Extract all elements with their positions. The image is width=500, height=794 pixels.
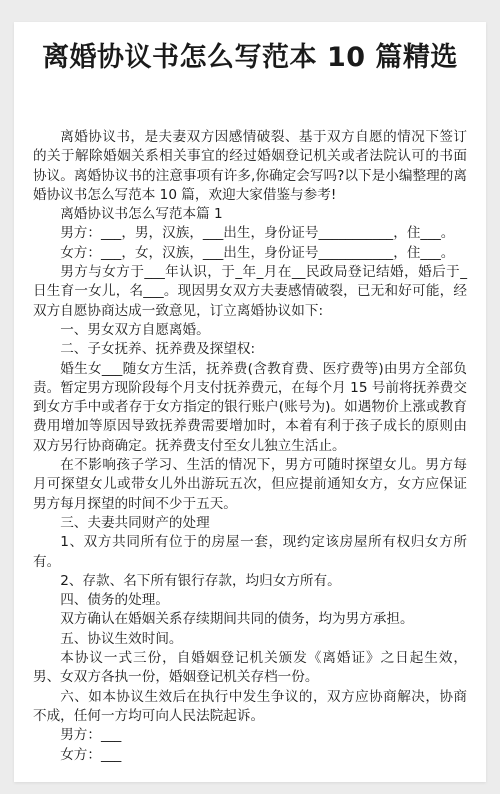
clause-2-heading: 二、子女抚养、抚养费及探望权:	[60, 341, 256, 358]
document-title: 离婚协议书怎么写范本 10 篇精选	[42, 42, 458, 73]
clause-3-heading: 三、夫妻共同财产的处理	[60, 514, 210, 531]
female-signature-line: 女方：___	[60, 746, 122, 763]
dispute-paragraph: 六、如本协议生效后在执行中发生争议的，双方应协商解决，协商不成，任何一方均可向人民法院起诉。	[33, 688, 467, 724]
child-support-paragraph: 婚生女___随女方生活，抚养费(含教育费、医疗费等)由男方全部负责。暂定男方现阶段每个月支付抚养费元，在每个月 15 号前将抚养费交到女方手中或者存于女方指定的银行账户(账号为)。如遇物价上涨或教育费用增加等原因导致抚养费需要增加时，本着有利于孩子成长的原则由双方另行协商确定。抚养费支付至女儿独立生活止。	[33, 360, 467, 454]
intro-paragraph: 离婚协议书，是夫妻双方因感情破裂、基于双方自愿的情况下签订的关于解除婚姻关系相关事宜的经过婚姻登记机关或者法院认可的书面协议。离婚协议书的注意事项有许多,你确定会写吗?以下是小编整理的离婚协议书怎么写范本 10 篇，欢迎大家借鉴与参考!	[33, 129, 467, 203]
clause-1-heading: 一、男女双方自愿离婚。	[60, 321, 210, 338]
document-body	[33, 128, 467, 765]
visitation-paragraph: 在不影响孩子学习、生活的情况下，男方可随时探望女儿。男方每月可探望女儿或带女儿外出游玩五次，但应提前通知女方，女方应保证男方每月探望的时间不少于五天。	[33, 457, 467, 512]
marriage-background-paragraph: 男方与女方于___年认识，于_年_月在__民政局登记结婚，婚后于_日生育一女儿，名___。现因男女双方夫妻感情破裂，已无和好可能，经双方自愿协商达成一致意见，订立离婚协议如下:	[33, 264, 467, 319]
debt-paragraph: 双方确认在婚姻关系存续期间共同的债务，均为男方承担。	[60, 611, 414, 628]
property-item-1: 1、双方共同所有位于的房屋一套，现约定该房屋所有权归女方所有。	[33, 534, 467, 570]
male-signature-line: 男方：___	[60, 727, 122, 744]
male-party-line: 男方：___，男，汉族，___出生，身份证号___________，住___。	[60, 225, 455, 242]
section-heading: 离婚协议书怎么写范本篇 1	[60, 206, 223, 223]
property-item-2: 2、存款、名下所有银行存款，均归女方所有。	[60, 572, 341, 589]
clause-5-heading: 五、协议生效时间。	[60, 630, 183, 647]
effective-paragraph: 本协议一式三份，自婚姻登记机关颁发《离婚证》之日起生效，男、女双方各执一份，婚姻登记机关存档一份。	[33, 650, 467, 686]
clause-4-heading: 四、债务的处理。	[60, 592, 169, 609]
female-party-line: 女方：___，女，汉族，___出生，身份证号___________，住___。	[60, 244, 455, 261]
